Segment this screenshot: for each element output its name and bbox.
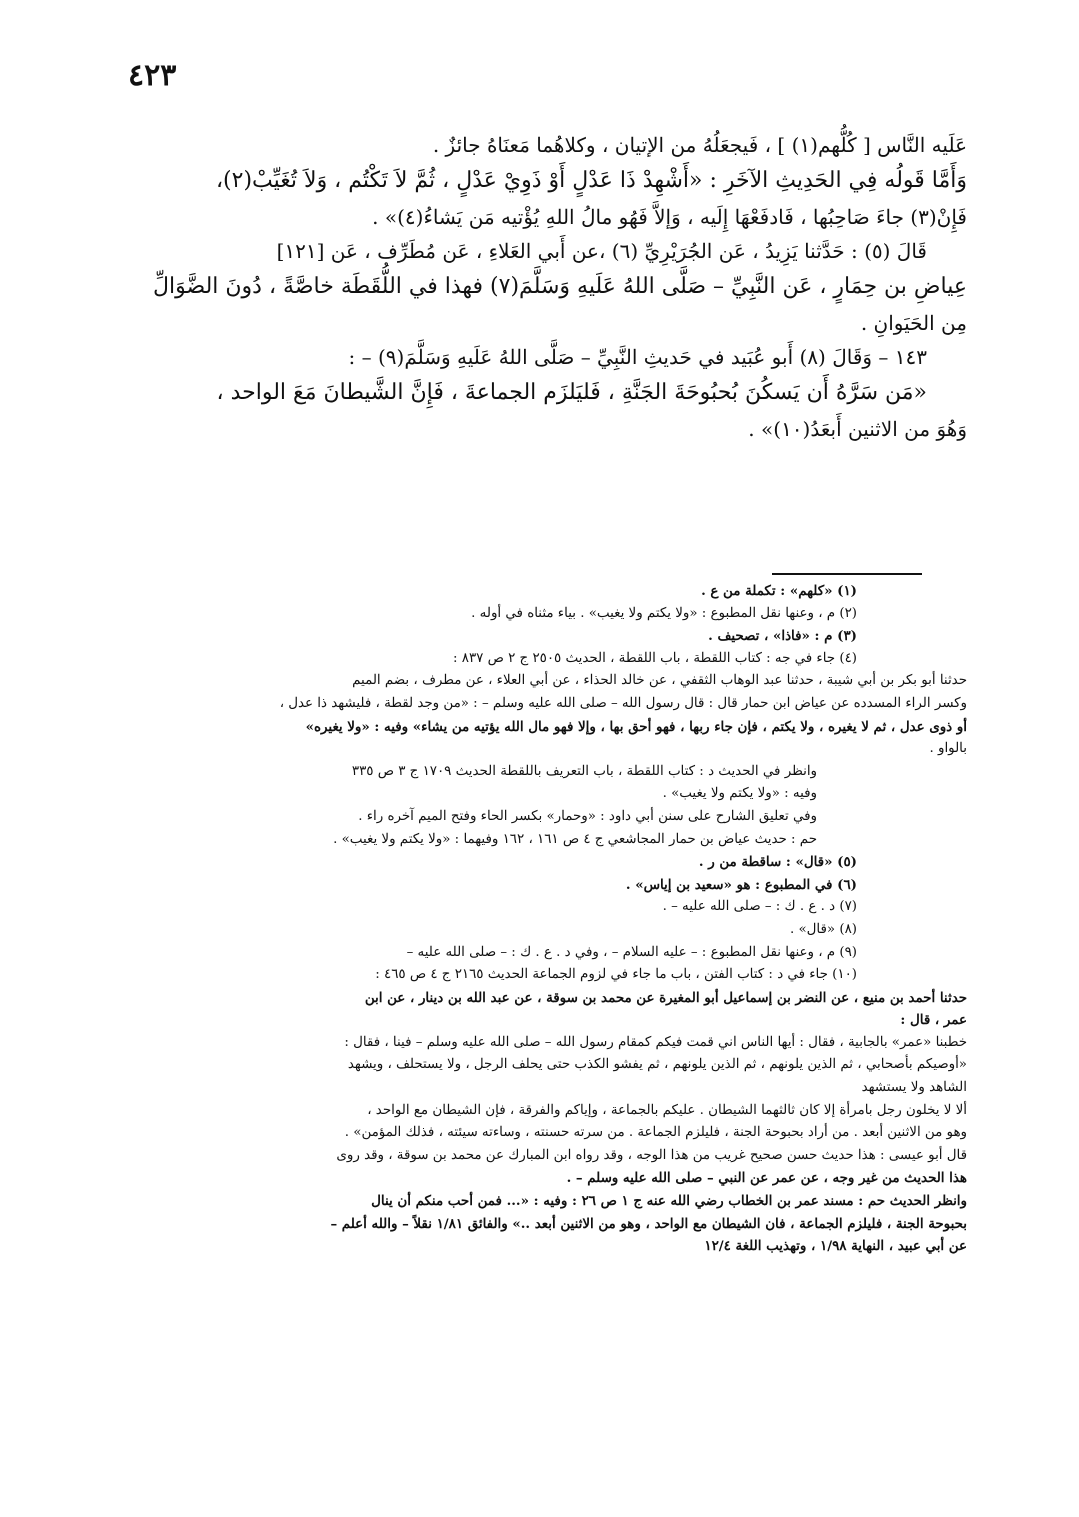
footnote-10: (١٠) جاء في د : كتاب الفتن ، باب ما جاء في لزوم الجماعة الحديث ٢١٦٥ ج ٤ ص ٤٦٥ : (375, 967, 857, 983)
footnote-1: (١) «كلهم» : تكملة من ع . (701, 583, 857, 599)
main-line: عَلَيه النَّاس [ كُلُّهم(١) ] ، فَيجعَلُهُ من الإتيان ، وكلاهُما مَعنَاهُ جائزٌ . (432, 133, 967, 157)
footnote-line: عن أبي عبيد ، النهاية ١/٩٨ ، وتهذيب اللغة ١٢/٤ (704, 1238, 967, 1255)
main-line: وَهُوَ من الاثنين أَبعَدُ(١٠)» . (748, 417, 967, 441)
footnote-line: بالواو . (929, 741, 967, 757)
footnote-line: وانظر في الحديث د : كتاب اللقطة ، باب التعريف باللقطة الحديث ١٧٠٩ ج ٣ ص ٣٣٥ (351, 763, 817, 779)
footnote-line: خطبنا «عمر» بالجابية ، فقال : أيها الناس اني قمت فيكم كمقام رسول الله – صلى الله عليه وسلم – فينا ، فقال : (344, 1034, 967, 1050)
main-line: مِن الحَيَوانِ . (860, 311, 967, 335)
footnote-line: الشاهد ولا يستشهد (861, 1080, 967, 1096)
main-line: قَالَ (٥) : حَدَّثنا يَزِيدُ ، عَن الجُرَيْرِيِّ (٦) ،عن أَبي العَلاءِ ، عَن مُطَرِّف ، عَن [١٢١] (276, 239, 927, 263)
footnote-line: عمر ، قال : (900, 1012, 967, 1029)
footnote-3: (٣) م : «فاذا» ، تصحيف . (708, 628, 857, 645)
footnote-line: «أوصيكم بأصحابي ، ثم الذين يلونهم ، ثم الذين يلونهم ، ثم يفشو الكذب حتى يحلف الرجل ، ولا يستحلف ، ويشهد (347, 1057, 967, 1073)
footnote-line: وفيه : «ولا يكتم ولا يغيب» . (662, 786, 817, 802)
footnote-line: وفي تعليق الشارح على سنن أبي داود : «وحمار» بكسر الحاء وفتح الميم آخره راء . (358, 808, 817, 824)
main-line: فَإِنْ(٣) جاءَ صَاحِبُها ، فَادفَعْهَا إِلَيه ، وَإلاَّ فَهُو مالُ اللهِ يُؤْتيه مَن يَشاءُ(٤)» . (372, 205, 967, 229)
footnote-line: حدثنا أبو بكر بن أبي شيبة ، حدثنا عبد الوهاب الثقفي ، عن خالد الحذاء ، عن أبي العلاء ، عن مطرف ، بضم الميم (352, 673, 967, 689)
footnote-line: وهو من الاثنين أبعد . من أراد بحبوحة الجنة ، فليلزم الجماعة . من سرته حسنته ، وساءته سيئته ، فذلك المؤمن» . (344, 1125, 967, 1141)
footnote-line: هذا الحديث من غير وجه ، عن عمر عن النبي – صلى الله عليه وسلم – . (566, 1170, 967, 1187)
page-number: ٤٢٣ (128, 58, 177, 93)
footnote-line: وانظر الحديث حم : مسند عمر بن الخطاب رضي الله عنه ج ١ ص ٢٦ : وفيه : «... فمن أحب منكم أن ينال (371, 1193, 967, 1210)
footnote-8: (٨) «قال» . (789, 921, 857, 937)
main-text (140, 128, 967, 446)
main-line: وَأَمَّا قَولُه فِي الحَدِيثِ الآخَرِ : «أَشْهِدْ ذَا عَدْلٍ أَوْ ذَوِيْ عَدْلٍ ، ثُمَّ لاَ تَكْتُم ، وَلاَ تُغَيِّبْ(٢)، (215, 168, 967, 193)
footnotes (112, 580, 967, 1258)
footnote-line: حم : حديث عياض بن حمار المجاشعي ج ٤ ص ١٦١ ، ١٦٢ وفيهما : «ولا يكتم ولا يغيب» . (333, 831, 817, 847)
footnote-divider (772, 573, 922, 575)
main-line: «مَن سَرَّهُ أَن يَسكُنَ بُحبُوحَةَ الجَنَّةِ ، فَليَلزَم الجماعةَ ، فَإِنَّ الشَّيطانَ مَعَ الواحد ، (216, 380, 927, 405)
footnote-5: (٥) «قال» : ساقطة من ر . (698, 854, 857, 871)
footnote-line: وكسر الراء المسدده عن عياض ابن حمار قال : قال رسول الله – صلى الله عليه وسلم – : «من وجد لقطة ، فليشهد ذا عدل ، (279, 695, 967, 711)
main-line: ١٤٣ – وَقَالَ (٨) أَبو عُبَيد في حَديثِ النَّبِيِّ – صَلَّى اللهُ عَلَيهِ وَسَلَّمَ(٩) – : (348, 345, 927, 369)
footnote-line: بحبوحة الجنة ، فليلزم الجماعة ، فان الشيطان مع الواحد ، وهو من الاثنين أبعد ..» والفائق ١/٨١ نقلاً – والله أعلم – (330, 1215, 967, 1232)
footnote-9: (٩) م ، وعنها نقل المطبوع : – عليه السلام – ، وفي د . ع . ك : – صلى الله عليه – (406, 944, 857, 960)
footnote-7: (٧) د . ع . ك : – صلى الله عليه – . (662, 899, 857, 915)
footnote-line: ألا لا يخلون رجل بامرأة إلا كان ثالثهما الشيطان . عليكم بالجماعة ، وإياكم والفرقة ، فإن الشيطان مع الواحد ، (367, 1102, 967, 1118)
footnote-4: (٤) جاء في جه : كتاب اللقطة ، باب اللقطة ، الحديث ٢٥٠٥ ج ٢ ص ٨٣٧ : (453, 650, 857, 666)
main-line: عِياضِ بن حِمَارٍ ، عَن النَّبِيِّ – صَلَّى اللهُ عَلَيهِ وَسَلَّمَ(٧) فهذا في اللُّقَطَة خاصَّةً ، دُونَ الضَّوَالِّ (153, 274, 967, 299)
footnote-line: حدثنا أحمد بن منيع ، عن النضر بن إسماعيل أبو المغيرة عن محمد بن سوقة ، عن عبد الله بن دينار ، عن ابن (364, 989, 967, 1006)
footnote-line: قال أبو عيسى : هذا حديث حسن صحيح غريب من هذا الوجه ، وقد رواه ابن المبارك عن محمد بن سوقة ، وقد روى (336, 1147, 967, 1163)
footnote-6: (٦) في المطبوع : هو «سعيد بن إياس» . (625, 876, 857, 893)
footnote-2: (٢) م ، وعنها نقل المطبوع : «ولا يكتم ولا يغيب» . بياء مثناه في أوله . (471, 605, 857, 621)
footnote-line: أو ذوى عدل ، ثم لا يغيره ، ولا يكتم ، فإن جاء ربها ، فهو أحق بها ، وإلا فهو مال الله يؤتيه من يشاء» وفيه : «ولا يغيره» (305, 718, 967, 735)
